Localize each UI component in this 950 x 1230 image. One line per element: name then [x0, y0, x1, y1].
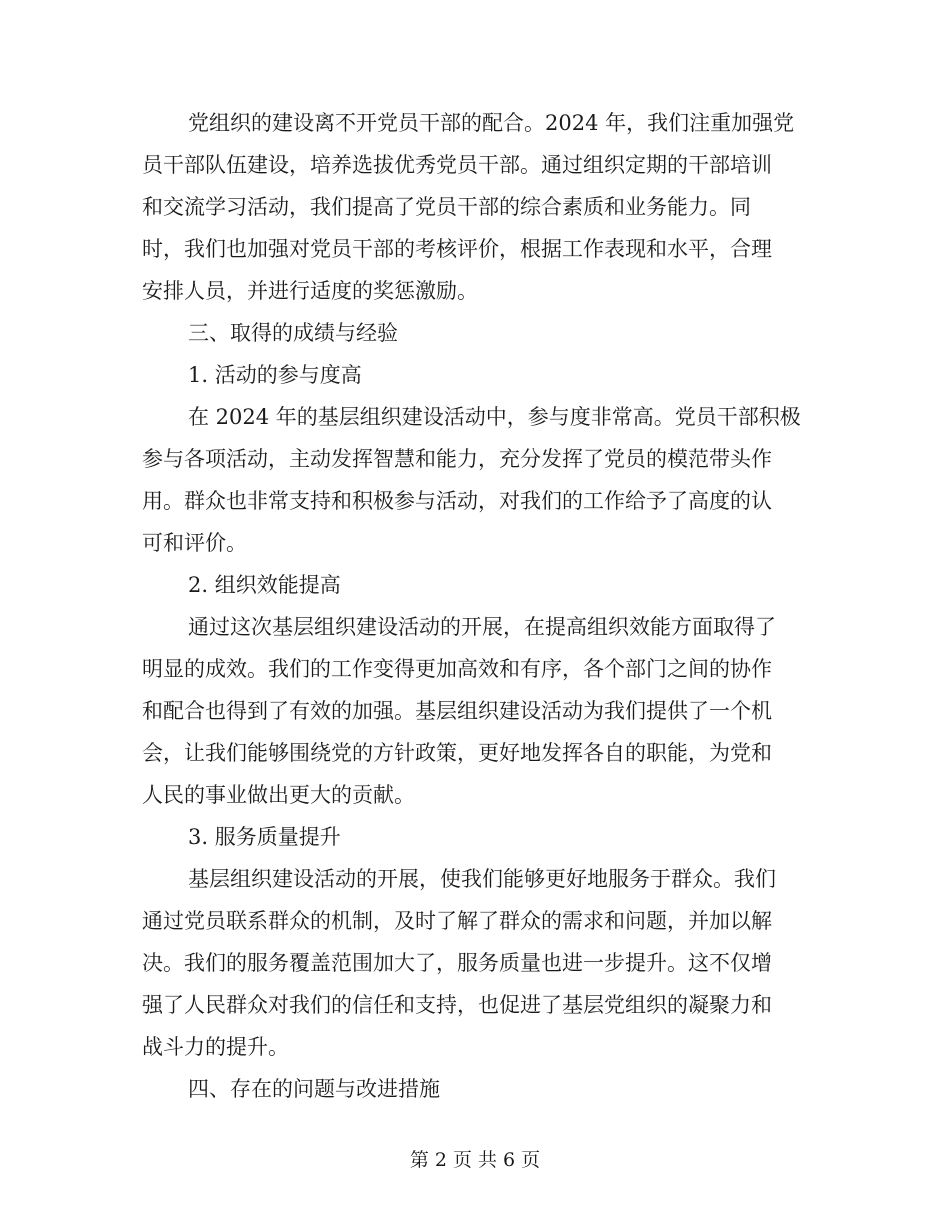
paragraph-line: 安排人员，并进行适度的奖惩激励。: [142, 279, 478, 303]
paragraph-line: 用。群众也非常支持和积极参与活动，对我们的工作给予了高度的认: [142, 489, 772, 513]
paragraph-line: 和交流学习活动，我们提高了党员干部的综合素质和业务能力。同: [142, 195, 751, 219]
paragraph-line: 战斗力的提升。: [142, 1035, 289, 1059]
paragraph-line: 强了人民群众对我们的信任和支持，也促进了基层党组织的凝聚力和: [142, 993, 772, 1017]
subsection-heading: 3. 服务质量提升: [188, 825, 341, 849]
paragraph-line: 参与各项活动，主动发挥智慧和能力，充分发挥了党员的模范带头作: [142, 447, 772, 471]
paragraph-line: 和配合也得到了有效的加强。基层组织建设活动为我们提供了一个机: [142, 699, 772, 723]
paragraph-line: 基层组织建设活动的开展，使我们能够更好地服务于群众。我们: [188, 867, 776, 891]
page-number-footer: 第 2 页 共 6 页: [409, 1149, 541, 1171]
paragraph-line: 党组织的建设离不开党员干部的配合。2024 年，我们注重加强党: [188, 111, 795, 135]
paragraph-line: 通过党员联系群众的机制，及时了解了群众的需求和问题，并加以解: [142, 909, 772, 933]
paragraph-line: 在 2024 年的基层组织建设活动中，参与度非常高。党员干部积极: [188, 405, 801, 429]
paragraph-line: 会，让我们能够围绕党的方针政策，更好地发挥各自的职能，为党和: [142, 741, 772, 765]
paragraph-line: 员干部队伍建设，培养选拔优秀党员干部。通过组织定期的干部培训: [142, 153, 772, 177]
paragraph-line: 时，我们也加强对党员干部的考核评价，根据工作表现和水平，合理: [142, 237, 772, 261]
subsection-heading: 2. 组织效能提高: [188, 573, 341, 597]
paragraph-line: 可和评价。: [142, 531, 247, 555]
paragraph-line: 决。我们的服务覆盖范围加大了，服务质量也进一步提升。这不仅增: [142, 951, 772, 975]
paragraph-line: 人民的事业做出更大的贡献。: [142, 783, 415, 807]
paragraph-line: 通过这次基层组织建设活动的开展，在提高组织效能方面取得了: [188, 615, 776, 639]
section-heading: 三、取得的成绩与经验: [188, 321, 398, 345]
subsection-heading: 1. 活动的参与度高: [188, 363, 362, 387]
section-heading: 四、存在的问题与改进措施: [188, 1077, 440, 1101]
paragraph-line: 明显的成效。我们的工作变得更加高效和有序，各个部门之间的协作: [142, 657, 772, 681]
document-body: [142, 102, 810, 1110]
